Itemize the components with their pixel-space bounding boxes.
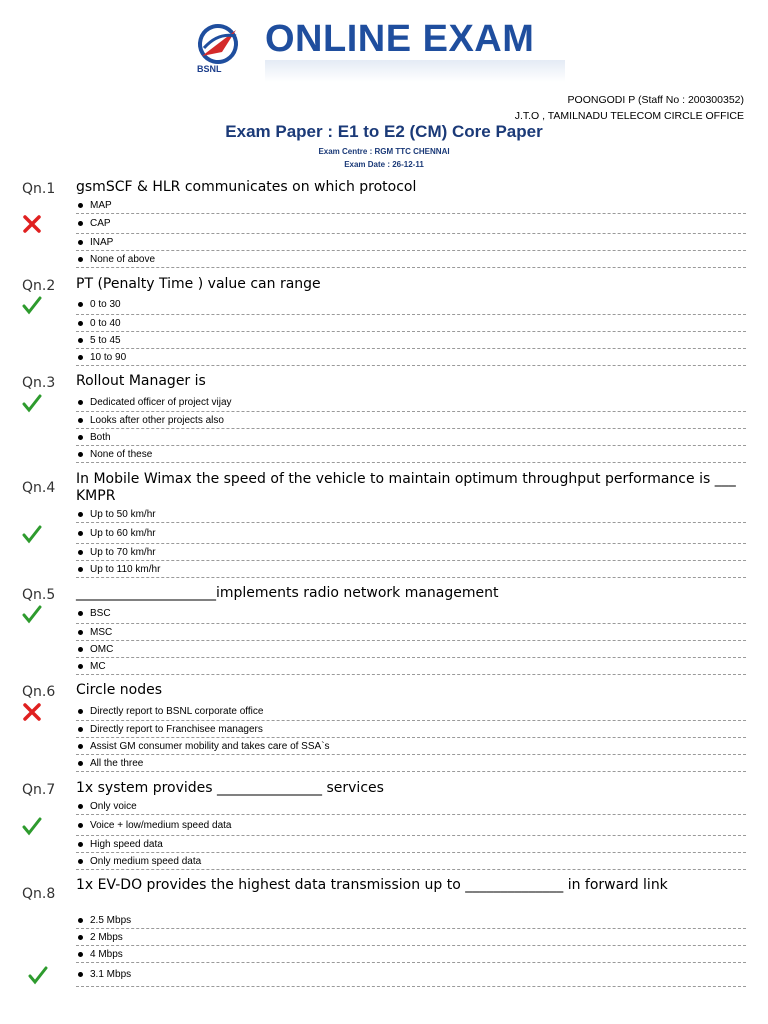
question-number: Qn.4 [22,480,56,496]
option-label: Only voice [90,801,137,812]
answer-option [76,702,746,721]
answer-option [76,658,746,675]
option-label: Up to 50 km/hr [90,509,156,520]
answer-option [76,251,746,268]
question-text: Rollout Manager is [76,373,206,389]
answer-option [76,815,746,836]
option-label: MAP [90,200,112,211]
question-text: gsmSCF & HLR communicates on which protocol [76,179,417,195]
option-label: Directly report to BSNL corporate office [90,706,264,717]
bullet-icon [78,859,83,864]
option-label: 5 to 45 [90,335,121,346]
answer-option [76,214,746,234]
question-number: Qn.2 [22,278,56,294]
bullet-icon [78,321,83,326]
bullet-icon [78,709,83,714]
answer-option [76,561,746,578]
logo-label: BSNL [197,64,222,74]
bullet-icon [78,221,83,226]
answer-option [76,294,746,315]
question-text: PT (Penalty Time ) value can range [76,276,321,292]
bullet-icon [78,257,83,262]
question-number: Qn.5 [22,587,56,603]
option-list [76,912,746,987]
paper-title: Exam Paper : E1 to E2 (CM) Core Paper [225,122,543,141]
answer-option [76,641,746,658]
question-text: 1x EV-DO provides the highest data transmission up to ______________ in forward link [76,877,668,893]
question-text: 1x system provides _______________ services [76,780,384,796]
answer-option [76,721,746,738]
option-label: 4 Mbps [90,949,123,960]
question-text: In Mobile Wimax the speed of the vehicle to maintain optimum throughput performance is ___ KMPR [76,471,736,504]
answer-option [76,738,746,755]
banner-reflection [265,60,565,82]
bullet-icon [78,823,83,828]
question-text: Circle nodes [76,682,162,698]
answer-option [76,446,746,463]
option-label: 3.1 Mbps [90,969,132,980]
question-number: Qn.7 [22,782,56,798]
bullet-icon [78,611,83,616]
option-label: 2.5 Mbps [90,915,132,926]
question-number: Qn.3 [22,375,56,391]
option-label: High speed data [90,839,163,850]
answer-option [76,624,746,641]
option-list [76,393,746,463]
check-icon [22,524,42,544]
bullet-icon [78,512,83,517]
answer-option [76,755,746,772]
candidate-office: J.T.O , TAMILNADU TELECOM CIRCLE OFFICE [514,110,744,122]
option-label: Looks after other projects also [90,415,224,426]
bullet-icon [78,918,83,923]
bullet-icon [78,240,83,245]
answer-option [76,963,746,987]
option-label: Only medium speed data [90,856,202,867]
answer-option [76,332,746,349]
bullet-icon [78,952,83,957]
option-label: Up to 110 km/hr [90,564,161,575]
exam-date: Exam Date : 26-12-11 [344,160,424,169]
bullet-icon [78,302,83,307]
answer-option [76,604,746,624]
bullet-icon [78,935,83,940]
check-icon [22,816,42,836]
option-label: 2 Mbps [90,932,123,943]
bullet-icon [78,727,83,732]
option-list [76,604,746,675]
option-label: MSC [90,627,113,638]
bullet-icon [78,203,83,208]
exam-details [0,145,768,171]
bullet-icon [78,418,83,423]
check-icon [22,393,42,413]
option-label: 0 to 30 [90,299,121,310]
bullet-icon [78,567,83,572]
bullet-icon [78,761,83,766]
option-label: None of these [90,449,153,460]
answer-option [76,523,746,544]
answer-option [76,853,746,870]
candidate-name: POONGODI P (Staff No : 200300352) [567,94,744,106]
check-icon [22,604,42,624]
bullet-icon [78,647,83,652]
bullet-icon [78,435,83,440]
bullet-icon [78,630,83,635]
answer-option [76,912,746,929]
question-text: ____________________implements radio network management [76,585,499,601]
answer-option [76,506,746,523]
option-label: Dedicated officer of project vijay [90,397,232,408]
answer-option [76,544,746,561]
candidate-info [515,92,744,124]
bullet-icon [78,338,83,343]
answer-option [76,412,746,429]
question-number: Qn.8 [22,886,56,902]
answer-option [76,315,746,332]
option-label: All the three [90,758,144,769]
option-label: 0 to 40 [90,318,121,329]
option-list [76,197,746,268]
option-label: 10 to 90 [90,352,127,363]
option-label: INAP [90,237,114,248]
answer-option [76,929,746,946]
cross-icon [22,214,42,234]
online-exam-banner: ONLINE EXAM [265,18,535,60]
answer-option [76,798,746,815]
answer-option [76,946,746,963]
option-list [76,702,746,772]
bullet-icon [78,842,83,847]
option-label: Both [90,432,111,443]
bullet-icon [78,664,83,669]
option-label: Up to 60 km/hr [90,528,156,539]
answer-option [76,393,746,412]
bullet-icon [78,550,83,555]
option-label: Assist GM consumer mobility and takes care of SSA`s [90,741,330,752]
check-icon [22,295,42,315]
bullet-icon [78,972,83,977]
option-label: None of above [90,254,156,265]
option-label: CAP [90,218,111,229]
bullet-icon [78,744,83,749]
option-label: Voice + low/medium speed data [90,820,232,831]
question-number: Qn.1 [22,181,56,197]
check-icon [28,965,48,985]
option-label: OMC [90,644,114,655]
option-label: Directly report to Franchisee managers [90,724,263,735]
bullet-icon [78,531,83,536]
question-number: Qn.6 [22,684,56,700]
answer-option [76,836,746,853]
exam-centre: Exam Centre : RGM TTC CHENNAI [318,147,450,156]
bullet-icon [78,355,83,360]
option-label: BSC [90,608,111,619]
cross-icon [22,702,42,722]
option-label: MC [90,661,106,672]
answer-option [76,197,746,214]
bullet-icon [78,400,83,405]
bullet-icon [78,452,83,457]
answer-option [76,429,746,446]
answer-option [76,349,746,366]
option-list [76,798,746,870]
bullet-icon [78,804,83,809]
option-list [76,506,746,578]
option-list [76,294,746,366]
answer-option [76,234,746,251]
option-label: Up to 70 km/hr [90,547,156,558]
